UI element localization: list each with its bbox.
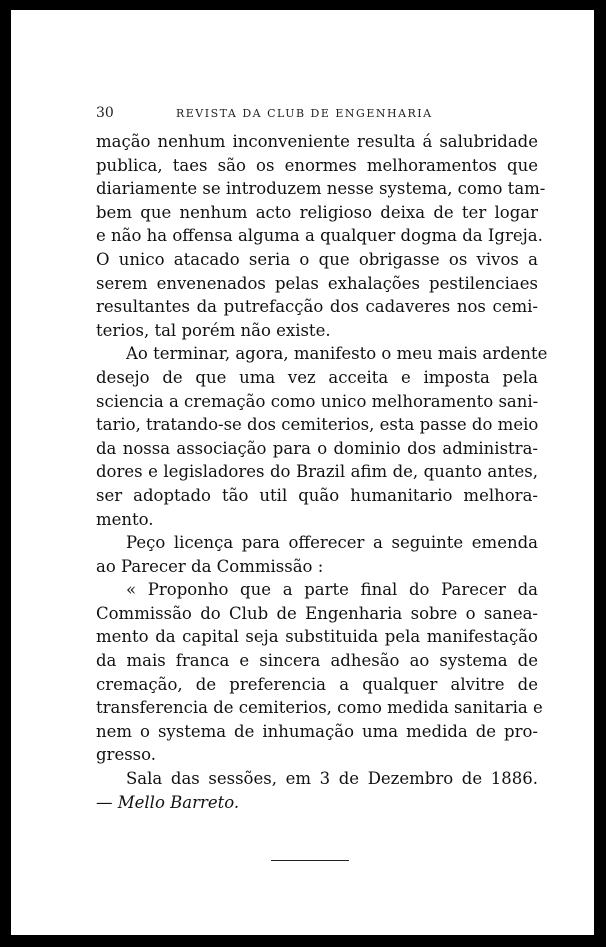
text-line: da mais franca e sincera adhesão ao systema de [96, 651, 538, 671]
text-line: Commissão do Club de Engenharia sobre o sanea- [96, 603, 538, 623]
text-line: dores e legisladores do Brazil afim de, quanto antes, [96, 462, 538, 482]
text-line: nem o systema de inhumação uma medida de pro- [96, 721, 538, 741]
text-line: diariamente se introduzem nesse systema, como tam- [96, 179, 546, 199]
signature-line: — Mello Barreto. [96, 792, 240, 812]
text-line: resultantes da putrefacção dos cadaveres nos cemi- [96, 297, 538, 317]
text-line: bem que nenhum acto religioso deixa de ter logar [96, 202, 538, 222]
running-title: REVISTA DA CLUB DE ENGENHARIA [176, 107, 433, 120]
text-line: desejo de que uma vez acceita e imposta pela [96, 367, 538, 387]
text-line: ser adoptado tão util quão humanitario melhora- [96, 485, 538, 505]
document-page [11, 10, 594, 935]
text-line: Sala das sessões, em 3 de Dezembro de 1886. [126, 769, 538, 789]
text-line: mação nenhum inconveniente resulta á salubridade [96, 132, 538, 151]
text-line: Ao terminar, agora, manifesto o meu mais ardente [126, 344, 548, 364]
text-line: serem envenenados pelas exhalações pestilenciaes [96, 273, 538, 293]
text-line: ao Parecer da Commissão : [96, 556, 324, 576]
text-line: O unico atacado seria o que obrigasse os vivos a [96, 249, 538, 269]
text-line: e não ha offensa alguma a qualquer dogma da Igreja. [96, 226, 543, 246]
closing-rule [271, 860, 349, 862]
text-line: transferencia de cemiterios, como medida sanitaria e [96, 698, 543, 718]
page-number: 30 [96, 105, 114, 121]
text-line: Peço licença para offerecer a seguinte emenda [126, 533, 538, 553]
text-line: tario, tratando-se dos cemiterios, esta passe do meio [96, 415, 539, 435]
text-line: publica, taes são os enormes melhoramentos que [96, 155, 538, 175]
page-header [96, 105, 536, 125]
text-line: sciencia a cremação como unico melhoramento sani- [96, 391, 539, 411]
text-line: mento da capital seja substituida pela manifestação [96, 627, 538, 647]
body-text [96, 130, 548, 814]
text-line: « Proponho que a parte final do Parecer da [126, 580, 538, 600]
text-line: da nossa associação para o dominio dos administra- [96, 438, 538, 458]
text-line: terios, tal porém não existe. [96, 320, 331, 340]
text-line: cremação, de preferencia a qualquer alvitre de [96, 674, 538, 694]
text-line: gresso. [96, 745, 157, 765]
text-line: mento. [96, 509, 154, 529]
